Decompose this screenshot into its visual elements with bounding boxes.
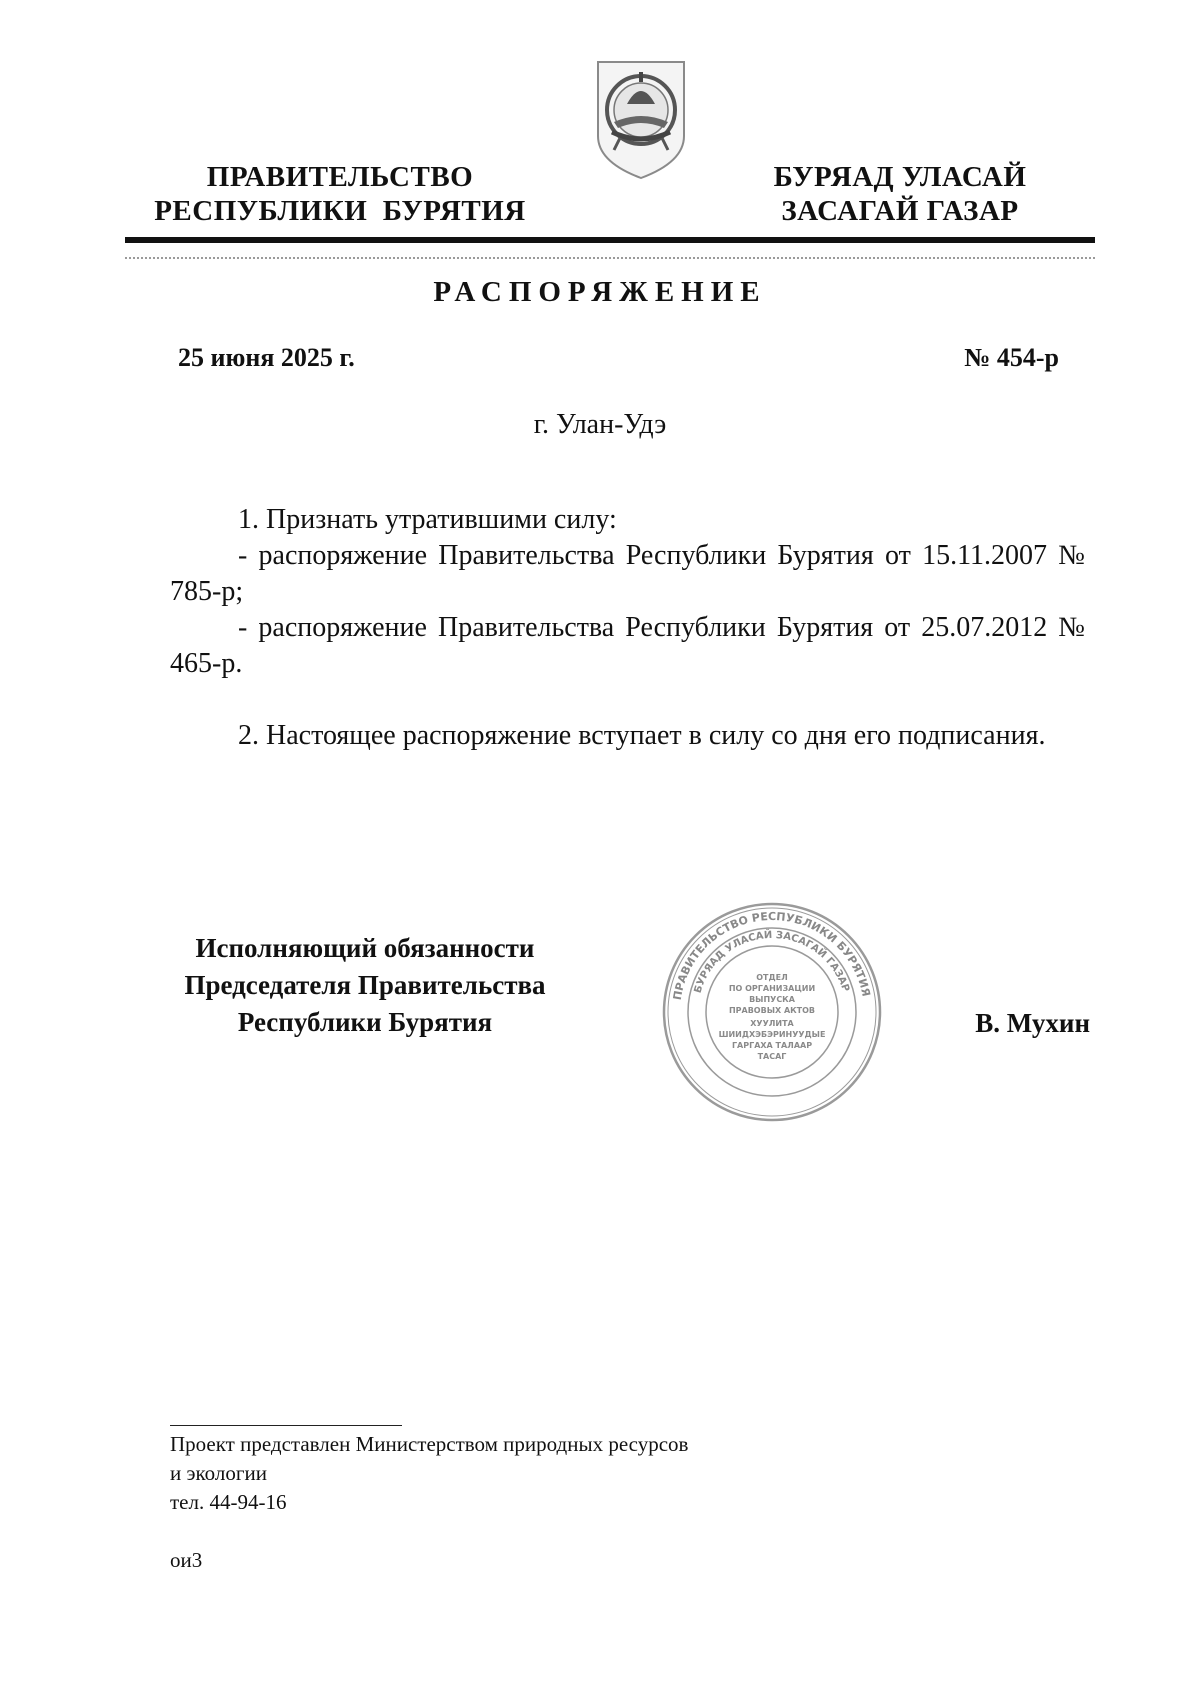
signatory-title: [150, 930, 580, 1041]
seal-center-line: ШИИДХЭБЭРИНУУДЫЕ: [718, 1030, 826, 1039]
issuer-buryat-line-1: БУРЯАД УЛАСАЙ: [773, 161, 1027, 193]
footnote-phone: тел. 44-94-16: [170, 1490, 287, 1514]
document-body: [170, 502, 1085, 754]
seal-center-line: ПО ОРГАНИЗАЦИИ: [728, 984, 816, 993]
item-1-bullet-2: - распоряжение Правительства Республики Бурятия от 25.07.2012 № 465-р.: [170, 612, 1085, 679]
signatory-name: В. Мухин: [975, 1008, 1090, 1038]
signatory-title-line-2: Председателя Правительства: [184, 970, 546, 1000]
issuer-name-buryat: [735, 160, 1065, 228]
seal-center-line: ХУУЛИТА: [750, 1019, 794, 1028]
seal-center-line: ПРАВОВЫХ АКТОВ: [728, 1006, 816, 1015]
seal-middle-text: БУРЯАД УЛАСАЙ ЗАСАГАЙ ГАЗАР: [692, 929, 852, 995]
item-1-bullet-1: - распоряжение Правительства Республики Бурятия от 15.11.2007 № 785-р;: [170, 540, 1085, 607]
document-title: РАСПОРЯЖЕНИЕ: [433, 276, 767, 308]
header-divider-thin: [125, 257, 1095, 259]
official-seal-icon: [658, 898, 886, 1126]
signatory-title-line-3: Республики Бурятия: [237, 1007, 493, 1037]
header-divider-thick: [125, 237, 1095, 243]
item-2: 2. Настоящее распоряжение вступает в силу со дня его подписания.: [238, 720, 1046, 751]
document-number: № 454-р: [964, 343, 1059, 372]
issuer-line-2: РЕСПУБЛИКИ БУРЯТИЯ: [154, 195, 526, 227]
footnote-line-1: Проект представлен Министерством природных ресурсов: [170, 1432, 689, 1456]
seal-center-line: ТАСАГ: [757, 1052, 787, 1061]
seal-outer-text: ПРАВИТЕЛЬСТВО РЕСПУБЛИКИ БУРЯТИЯ: [670, 909, 873, 1001]
document-city: г. Улан-Удэ: [533, 409, 667, 440]
footnote-divider: [170, 1425, 402, 1426]
item-1-intro: 1. Признать утратившими силу:: [238, 504, 617, 535]
seal-center-line: ВЫПУСКА: [749, 995, 795, 1004]
issuer-line-1: ПРАВИТЕЛЬСТВО: [206, 161, 474, 193]
seal-center-line: ОТДЕЛ: [756, 973, 788, 982]
coat-of-arms-icon: [592, 58, 690, 180]
signatory-title-line-1: Исполняющий обязанности: [195, 933, 535, 963]
issuer-name-russian: [140, 160, 540, 228]
seal-center-line: ГАРГАХА ТАЛААР: [731, 1041, 813, 1050]
document-code: ои3: [170, 1548, 203, 1572]
document-date: 25 июня 2025 г.: [178, 343, 355, 372]
issuer-buryat-line-2: ЗАСАГАЙ ГАЗАР: [781, 195, 1019, 227]
footnote-line-2: и экологии: [170, 1461, 267, 1485]
footnote: [170, 1430, 688, 1517]
